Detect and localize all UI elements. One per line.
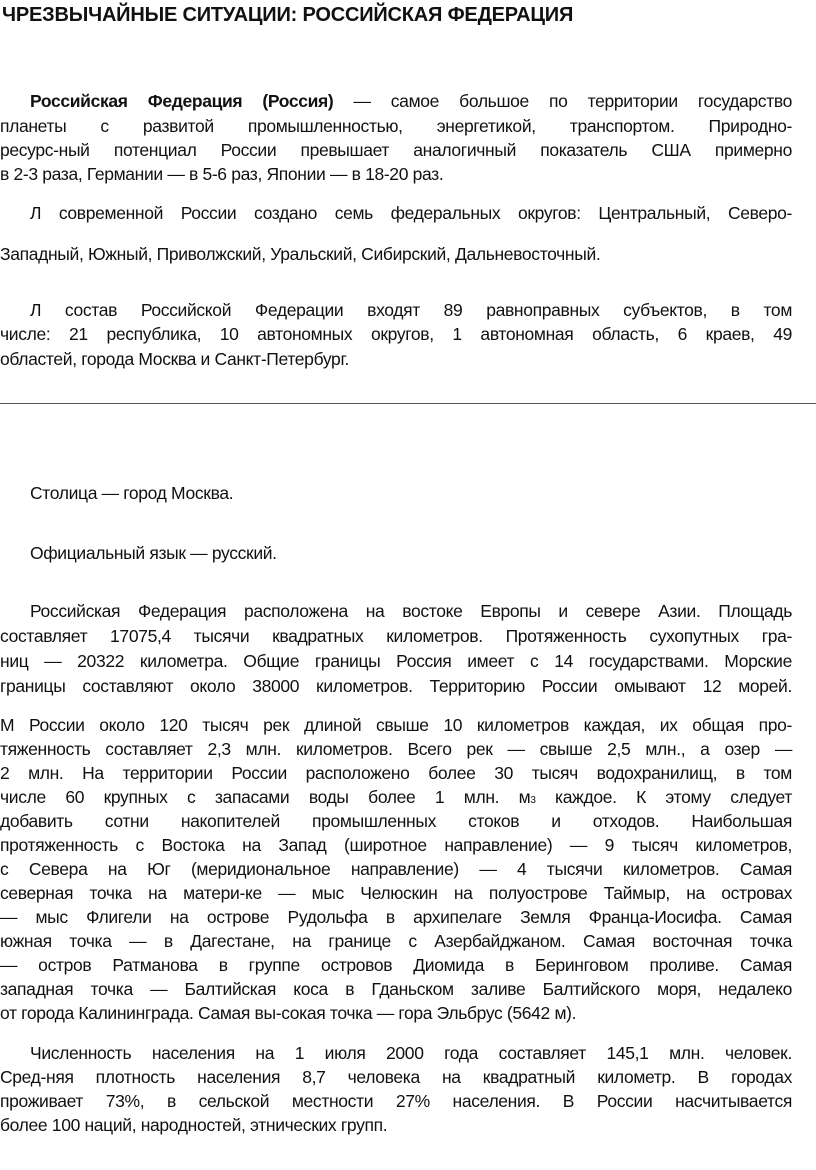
text-line: ниц — 20322 километра. Общие границы Россия имеет с 14 государствами. Морские [0,651,792,671]
text-line [30,89,792,113]
text-line: западная точка — Балтийская коса в Гданьском заливе Балтийского моря, недалеко [0,979,792,999]
language-line: Официальный язык — русский. [30,543,277,563]
text-line: планеты с развитой промышленностью, энергетикой, транспортом. Природно- [0,116,792,136]
text-line: протяженность с Востока на Запад (широтное направление) — 9 тысяч километров, [0,835,792,855]
text-line: областей, города Москва и Санкт-Петербург. [0,349,349,369]
text-line: ресурс-ный потенциал России превышает аналогичный показатель США примерно [0,140,792,160]
capital-line: Столица — город Москва. [30,483,234,503]
text-line: границы составляют около 38000 километров. Территорию России омывают 12 морей. [0,676,792,696]
text-line: Российская Федерация расположена на востоке Европы и севере Азии. Площадь [30,601,792,621]
text-line: М России около 120 тысяч рек длиной свыше 10 километров каждая, их общая про- [0,715,792,735]
text-line: составляет 17075,4 тысячи квадратных километров. Протяженность сухопутных гра- [0,626,792,646]
text-line: — остров Ратманова в группе островов Диомида в Беринговом проливе. Самая [0,955,792,975]
text-line: более 100 наций, народностей, этнических групп. [0,1115,388,1135]
text-span: — самое большое по территории государство [333,91,792,111]
text-line: в 2-3 раза, Германии — в 5-6 раз, Японии — в 18-20 раз. [0,164,444,184]
text-line: числе: 21 республика, 10 автономных округов, 1 автономная область, 6 краев, 49 [0,324,792,344]
superscript: 3 [530,795,536,806]
text-line: тяженность составляет 2,3 млн. километров. Всего рек — свыше 2,5 млн., а озер — [0,739,792,759]
document-title: ЧРЕЗВЫЧАЙНЫЕ СИТУАЦИИ: РОССИЙСКАЯ ФЕДЕРАЦИЯ [2,4,574,26]
text-line: северная точка на матери-ке — мыс Челюскин на полуострове Таймыр, на островах [0,883,792,903]
text-line: Сред-няя плотность населения 8,7 человека на квадратный километр. В городах [0,1067,792,1087]
horizontal-divider [0,403,816,404]
text-line: добавить сотни накопителей промышленных стоков и отходов. Наибольшая [0,811,792,831]
text-line: Численность населения на 1 июля 2000 года составляет 145,1 млн. человек. [30,1043,792,1063]
text-line: проживает 73%, в сельской местности 27% населения. В России насчитывается [0,1091,792,1111]
text-line: с Севера на Юг (меридиональное направление) — 4 тысячи километров. Самая [0,859,792,879]
text-span: каждое. К этому следует [535,787,792,807]
text-line: — мыс Флигели на острове Рудольфа в архипелаге Земля Франца-Иосифа. Самая [0,907,792,927]
text-span: числе 60 крупных с запасами воды более 1 млн. м [0,787,531,807]
text-line: южная точка — в Дагестане, на границе с Азербайджаном. Самая восточная точка [0,931,792,951]
text-line: 2 млн. На территории России расположено более 30 тысяч водохранилищ, в том [0,763,792,783]
text-line: Западный, Южный, Приволжский, Уральский, Сибирский, Дальневосточный. [0,244,601,264]
text-line: от города Калининграда. Самая вы-сокая точка — гора Эльбрус (5642 м). [0,1003,577,1023]
text-line: Л современной России создано семь федеральных округов: Центральный, Северо- [30,203,792,223]
bold-term: Российская Федерация (Россия) [30,91,334,111]
text-line: Л состав Российской Федерации входят 89 равноправных субъектов, в том [30,300,792,320]
